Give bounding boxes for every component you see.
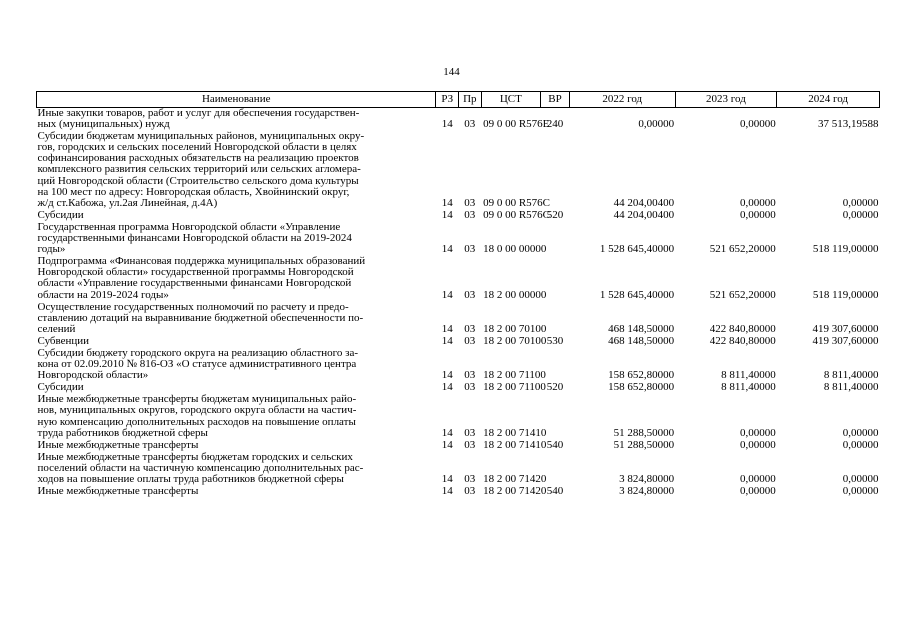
row-value-2022: 158 652,80000 <box>608 381 675 394</box>
row-rz: 14 <box>441 196 453 209</box>
row-name <box>37 486 436 498</box>
table-row <box>37 108 880 132</box>
row-cst: 18 2 00 71420 <box>483 485 547 498</box>
table-row <box>37 302 880 336</box>
row-value-2023: 0,00000 <box>740 473 776 485</box>
row-value-2022: 44 204,00400 <box>613 208 675 221</box>
row-cst: 09 0 00 R576C <box>483 196 551 209</box>
row-name <box>37 256 436 301</box>
table-row <box>37 394 880 439</box>
row-pr: 03 <box>464 369 476 382</box>
row-name-line: ставлению дотаций на выравнивание бюджетной обеспеченности по- <box>37 311 364 324</box>
header-2024: 2024 год <box>777 92 880 108</box>
row-value-2023: 0,00000 <box>740 196 776 209</box>
row-rz: 14 <box>441 485 453 498</box>
row-value-2022: 3 824,80000 <box>619 473 675 485</box>
row-name-line: поселений области на частичную компенсацию дополнительных рас- <box>37 461 364 474</box>
row-name-line: ную компенсацию дополнительных расходов на повышение оплаты <box>37 415 356 428</box>
row-name-line: Иные межбюджетные трансферты бюджетам городских и сельских <box>37 450 353 463</box>
row-value-2024: 0,00000 <box>842 196 879 209</box>
row-name-line: Иные межбюджетные трансферты бюджетам муниципальных райо- <box>37 393 357 406</box>
row-name-line: Новгородской области» государственной программы Новгородской <box>37 266 354 279</box>
row-pr: 03 <box>464 334 476 347</box>
row-value-2024: 419 307,60000 <box>812 334 879 347</box>
header-pr: Пр <box>459 92 482 108</box>
row-name-line: Субсидии бюджетам муниципальных районов, муниципальных окру- <box>37 130 365 143</box>
row-pr: 03 <box>464 381 476 394</box>
row-cst: 18 0 00 00000 <box>483 243 547 256</box>
row-rz: 14 <box>441 243 453 256</box>
header-2022: 2022 год <box>569 92 675 108</box>
row-name <box>37 440 436 452</box>
row-cst: 18 2 00 71410 <box>483 426 547 439</box>
row-rz: 14 <box>441 438 453 451</box>
row-rz: 14 <box>441 381 453 394</box>
row-cst: 18 2 00 71420 <box>483 473 547 485</box>
row-name-line: области «Управление государственными финансами Новгородской <box>37 277 352 290</box>
row-name-line: ций Новгородской области (Строительство сельского дома культуры <box>37 174 359 187</box>
table-row <box>37 486 880 498</box>
row-vr: 520 <box>546 208 564 221</box>
row-name-line: Субсидии бюджету городского округа на реализацию областного за- <box>37 346 359 359</box>
row-vr: 530 <box>546 334 564 347</box>
row-name <box>37 302 436 336</box>
row-name-line: комплексного развития сельских территорий или сельских агломера- <box>37 163 361 176</box>
row-pr: 03 <box>464 485 476 498</box>
table-row <box>37 256 880 301</box>
row-name-line: Субсидии <box>37 381 84 394</box>
row-value-2023: 0,00000 <box>740 426 776 439</box>
header-name: Наименование <box>37 92 436 108</box>
row-cst: 18 2 00 71100 <box>483 381 546 394</box>
row-name-line: софинансирования расходных обязательств на реализацию проектов <box>37 152 359 165</box>
row-value-2024: 0,00000 <box>842 426 879 439</box>
row-value-2022: 3 824,80000 <box>619 485 675 498</box>
row-cst: 18 2 00 70100 <box>483 334 547 347</box>
budget-table <box>36 91 880 498</box>
row-rz: 14 <box>441 208 453 221</box>
row-value-2024: 37 513,19588 <box>818 118 879 131</box>
row-rz: 14 <box>441 288 453 301</box>
row-value-2024: 419 307,60000 <box>812 322 879 335</box>
row-name-line: Подпрограмма «Финансовая поддержка муниципальных образований <box>37 255 366 268</box>
row-pr: 03 <box>464 438 476 451</box>
row-rz: 14 <box>441 118 453 131</box>
row-name-line: гов, городских и сельских поселений Новгородской области в целях <box>37 141 357 154</box>
row-vr: 540 <box>546 485 564 498</box>
row-rz: 14 <box>441 426 453 439</box>
row-name-line: ж/д ст.Кабожа, ул.2ая Линейная, д.4А) <box>37 196 218 209</box>
row-value-2024: 518 119,00000 <box>812 288 879 301</box>
row-rz: 14 <box>441 334 453 347</box>
row-pr: 03 <box>464 118 476 131</box>
row-value-2024: 0,00000 <box>842 473 879 485</box>
row-value-2023: 422 840,80000 <box>709 322 776 335</box>
row-value-2022: 44 204,00400 <box>613 196 675 209</box>
row-name-line: ходов на повышение оплаты труда работников бюджетной сферы <box>37 473 344 485</box>
row-name-line: кона от 02.09.2010 № 816-ОЗ «О статусе административного центра <box>37 358 357 371</box>
row-rz: 14 <box>441 322 453 335</box>
row-value-2024: 0,00000 <box>842 485 879 498</box>
row-name-line: ных (муниципальных) нужд <box>37 118 170 131</box>
row-name <box>37 394 436 439</box>
table-row <box>37 131 880 210</box>
row-value-2023: 521 652,20000 <box>709 288 776 301</box>
row-value-2024: 0,00000 <box>842 208 879 221</box>
row-rz: 14 <box>441 369 453 382</box>
table-row <box>37 222 880 256</box>
row-value-2023: 8 811,40000 <box>721 369 776 382</box>
row-name-line: Иные межбюджетные трансферты <box>37 485 199 498</box>
row-vr: 520 <box>546 381 564 394</box>
row-vr: 240 <box>546 118 564 131</box>
row-vr: 540 <box>546 438 564 451</box>
header-cst: ЦСТ <box>481 92 541 108</box>
row-value-2023: 0,00000 <box>740 485 776 498</box>
row-name-line: годы» <box>37 243 66 256</box>
table-body <box>37 108 880 499</box>
row-pr: 03 <box>464 196 476 209</box>
row-value-2023: 8 811,40000 <box>721 381 776 394</box>
row-cst: 18 2 00 71100 <box>483 369 546 382</box>
row-value-2022: 51 288,50000 <box>613 438 675 451</box>
row-name-line: Новгородской области» <box>37 369 149 382</box>
row-cst: 18 2 00 00000 <box>483 288 547 301</box>
header-vr: ВР <box>541 92 570 108</box>
row-name-line: труда работников бюджетной сферы <box>37 426 208 439</box>
row-name <box>37 108 436 132</box>
row-value-2023: 521 652,20000 <box>709 243 776 256</box>
row-pr: 03 <box>464 243 476 256</box>
row-name-line: Субвенции <box>37 334 90 347</box>
table-row <box>37 440 880 452</box>
row-name <box>37 131 436 210</box>
row-value-2022: 51 288,50000 <box>613 426 675 439</box>
table-header <box>37 92 880 108</box>
row-name-line: на 100 мест по адресу: Новгородская область, Хвойнинский округ, <box>37 185 350 198</box>
row-name-line: Осуществление государственных полномочий по расчету и предо- <box>37 300 349 313</box>
row-value-2024: 8 811,40000 <box>823 369 879 382</box>
row-cst: 09 0 00 R576C <box>483 208 551 221</box>
row-value-2023: 422 840,80000 <box>709 334 776 347</box>
row-name-line: Иные межбюджетные трансферты <box>37 438 199 451</box>
row-value-2024: 518 119,00000 <box>812 243 879 256</box>
row-name-line: Государственная программа Новгородской области «Управление <box>37 220 341 233</box>
row-cst: 09 0 00 R576E <box>483 118 550 131</box>
row-value-2022: 0,00000 <box>638 118 675 131</box>
header-rz: РЗ <box>436 92 459 108</box>
row-pr: 03 <box>464 426 476 439</box>
row-name-line: государственными финансами Новгородской области на 2019-2024 <box>37 232 352 245</box>
page-number: 144 <box>443 66 460 78</box>
row-pr: 03 <box>464 322 476 335</box>
row-name-line: селений <box>37 322 76 335</box>
row-name-line: области на 2019-2024 годы» <box>37 288 169 301</box>
row-name-line: Субсидии <box>37 208 84 221</box>
row-pr: 03 <box>464 473 476 485</box>
row-name <box>37 348 436 382</box>
row-cst: 18 2 00 70100 <box>483 322 547 335</box>
row-value-2022: 468 148,50000 <box>608 334 675 347</box>
row-pr: 03 <box>464 288 476 301</box>
row-value-2022: 1 528 645,40000 <box>599 288 675 301</box>
row-pr: 03 <box>464 208 476 221</box>
row-rz: 14 <box>441 473 453 485</box>
header-2023: 2023 год <box>675 92 777 108</box>
row-name-line: нов, муниципальных округов, городского округа области на частич- <box>37 404 357 417</box>
row-cst: 18 2 00 71410 <box>483 438 547 451</box>
row-name <box>37 452 436 486</box>
row-value-2023: 0,00000 <box>740 118 776 131</box>
table-row <box>37 452 880 486</box>
row-value-2023: 0,00000 <box>740 438 776 451</box>
row-value-2022: 468 148,50000 <box>608 322 675 335</box>
row-value-2022: 1 528 645,40000 <box>599 243 675 256</box>
row-value-2024: 0,00000 <box>842 438 879 451</box>
row-value-2024: 8 811,40000 <box>823 381 879 394</box>
row-name <box>37 222 436 256</box>
row-value-2022: 158 652,80000 <box>608 369 675 382</box>
row-name-line: Иные закупки товаров, работ и услуг для обеспечения государствен- <box>37 107 360 119</box>
row-value-2023: 0,00000 <box>740 208 776 221</box>
table-row <box>37 348 880 382</box>
